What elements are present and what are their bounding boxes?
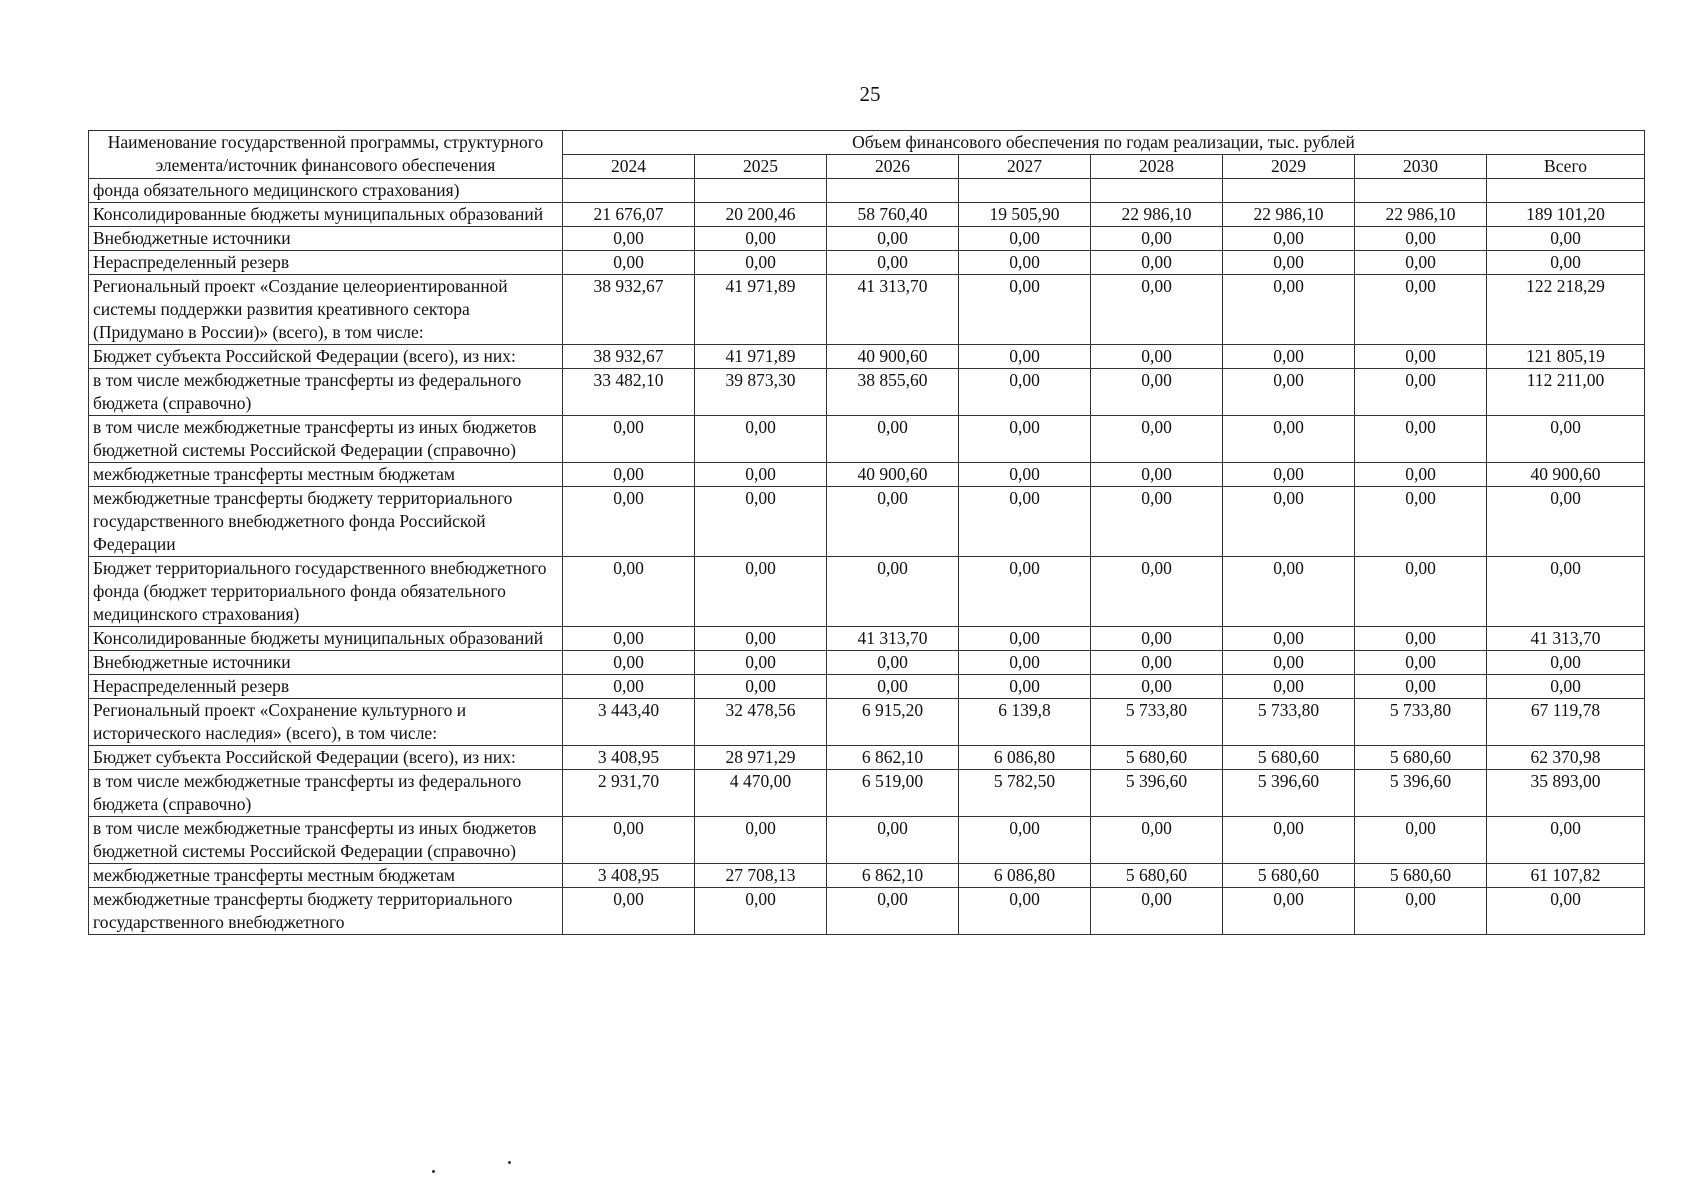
row-label: фонда обязательного медицинского страхования) bbox=[89, 179, 563, 203]
value-cell: 5 396,60 bbox=[1091, 770, 1223, 817]
page-number: 25 bbox=[859, 82, 881, 106]
value-cell: 5 680,60 bbox=[1091, 864, 1223, 888]
total-cell: 67 119,78 bbox=[1487, 699, 1645, 746]
table-row bbox=[89, 463, 1645, 487]
value-cell: 0,00 bbox=[1355, 675, 1487, 699]
value-cell: 40 900,60 bbox=[827, 345, 959, 369]
row-label: межбюджетные трансферты бюджету территориального государственного внебюджетного bbox=[89, 888, 563, 935]
value-cell: 0,00 bbox=[563, 227, 695, 251]
value-cell: 0,00 bbox=[563, 627, 695, 651]
value-cell: 0,00 bbox=[563, 416, 695, 463]
value-cell: 0,00 bbox=[1355, 557, 1487, 627]
table-body bbox=[89, 179, 1645, 935]
table-row bbox=[89, 203, 1645, 227]
row-label: в том числе межбюджетные трансферты из иных бюджетов бюджетной системы Российской Федерации (справочно) bbox=[89, 416, 563, 463]
value-cell bbox=[563, 179, 695, 203]
value-cell: 0,00 bbox=[1355, 888, 1487, 935]
value-cell: 0,00 bbox=[959, 675, 1091, 699]
value-cell: 0,00 bbox=[695, 463, 827, 487]
table-row bbox=[89, 345, 1645, 369]
year-header: 2030 bbox=[1355, 155, 1487, 179]
year-header: 2027 bbox=[959, 155, 1091, 179]
value-cell: 0,00 bbox=[827, 817, 959, 864]
value-cell: 0,00 bbox=[959, 275, 1091, 345]
table-row bbox=[89, 770, 1645, 817]
value-cell: 6 519,00 bbox=[827, 770, 959, 817]
row-label: Внебюджетные источники bbox=[89, 651, 563, 675]
row-label: Бюджет территориального государственного внебюджетного фонда (бюджет территориального фонда обязательного медицинского страхования) bbox=[89, 557, 563, 627]
value-cell: 0,00 bbox=[827, 416, 959, 463]
row-label: в том числе межбюджетные трансферты из федерального бюджета (справочно) bbox=[89, 369, 563, 416]
value-cell: 32 478,56 bbox=[695, 699, 827, 746]
value-cell: 0,00 bbox=[827, 487, 959, 557]
value-cell: 41 313,70 bbox=[827, 627, 959, 651]
value-cell: 0,00 bbox=[563, 817, 695, 864]
value-cell: 0,00 bbox=[1223, 227, 1355, 251]
row-label: Консолидированные бюджеты муниципальных образований bbox=[89, 203, 563, 227]
value-cell: 0,00 bbox=[1091, 651, 1223, 675]
value-cell: 41 313,70 bbox=[827, 275, 959, 345]
value-cell: 0,00 bbox=[959, 651, 1091, 675]
value-cell bbox=[1355, 179, 1487, 203]
value-cell: 41 971,89 bbox=[695, 275, 827, 345]
value-cell: 0,00 bbox=[1355, 817, 1487, 864]
row-label: Нераспределенный резерв bbox=[89, 675, 563, 699]
value-cell: 5 733,80 bbox=[1223, 699, 1355, 746]
total-cell: 0,00 bbox=[1487, 888, 1645, 935]
value-cell: 0,00 bbox=[1223, 675, 1355, 699]
row-label: межбюджетные трансферты бюджету территориального государственного внебюджетного фонда Российской Федерации bbox=[89, 487, 563, 557]
value-cell: 4 470,00 bbox=[695, 770, 827, 817]
value-cell: 0,00 bbox=[1091, 416, 1223, 463]
value-cell: 3 408,95 bbox=[563, 864, 695, 888]
value-cell: 0,00 bbox=[695, 651, 827, 675]
value-cell: 0,00 bbox=[563, 675, 695, 699]
total-cell: 0,00 bbox=[1487, 651, 1645, 675]
value-cell: 41 971,89 bbox=[695, 345, 827, 369]
value-cell: 0,00 bbox=[1223, 275, 1355, 345]
value-cell: 5 396,60 bbox=[1355, 770, 1487, 817]
value-cell bbox=[959, 179, 1091, 203]
total-cell: 61 107,82 bbox=[1487, 864, 1645, 888]
value-cell: 0,00 bbox=[1355, 369, 1487, 416]
total-cell: 189 101,20 bbox=[1487, 203, 1645, 227]
table-row bbox=[89, 179, 1645, 203]
value-cell: 6 139,8 bbox=[959, 699, 1091, 746]
value-cell bbox=[695, 179, 827, 203]
value-cell: 0,00 bbox=[1355, 463, 1487, 487]
value-cell: 27 708,13 bbox=[695, 864, 827, 888]
value-cell: 2 931,70 bbox=[563, 770, 695, 817]
value-cell: 0,00 bbox=[1355, 627, 1487, 651]
value-cell: 0,00 bbox=[827, 227, 959, 251]
row-label: Внебюджетные источники bbox=[89, 227, 563, 251]
value-cell: 0,00 bbox=[959, 345, 1091, 369]
value-cell: 0,00 bbox=[959, 227, 1091, 251]
table-row bbox=[89, 864, 1645, 888]
value-cell: 0,00 bbox=[563, 251, 695, 275]
value-cell: 0,00 bbox=[1223, 557, 1355, 627]
row-label: Нераспределенный резерв bbox=[89, 251, 563, 275]
value-cell: 0,00 bbox=[827, 251, 959, 275]
value-cell: 0,00 bbox=[1091, 888, 1223, 935]
value-cell: 0,00 bbox=[1223, 651, 1355, 675]
value-cell: 22 986,10 bbox=[1223, 203, 1355, 227]
value-cell: 20 200,46 bbox=[695, 203, 827, 227]
value-cell: 6 915,20 bbox=[827, 699, 959, 746]
value-cell: 0,00 bbox=[1355, 227, 1487, 251]
value-cell: 0,00 bbox=[1223, 487, 1355, 557]
value-cell: 22 986,10 bbox=[1091, 203, 1223, 227]
row-label: межбюджетные трансферты местным бюджетам bbox=[89, 864, 563, 888]
total-cell: 0,00 bbox=[1487, 675, 1645, 699]
value-cell: 0,00 bbox=[959, 487, 1091, 557]
total-cell: 0,00 bbox=[1487, 416, 1645, 463]
value-cell: 0,00 bbox=[695, 817, 827, 864]
year-header: 2029 bbox=[1223, 155, 1355, 179]
value-cell: 0,00 bbox=[1355, 487, 1487, 557]
value-cell: 0,00 bbox=[1223, 369, 1355, 416]
table-row bbox=[89, 817, 1645, 864]
value-cell: 22 986,10 bbox=[1355, 203, 1487, 227]
value-cell: 58 760,40 bbox=[827, 203, 959, 227]
value-cell: 0,00 bbox=[1355, 275, 1487, 345]
value-cell: 3 443,40 bbox=[563, 699, 695, 746]
total-cell: 0,00 bbox=[1487, 487, 1645, 557]
value-cell: 0,00 bbox=[695, 888, 827, 935]
total-cell: 40 900,60 bbox=[1487, 463, 1645, 487]
value-cell: 0,00 bbox=[1091, 627, 1223, 651]
value-cell: 0,00 bbox=[695, 416, 827, 463]
table-row bbox=[89, 251, 1645, 275]
value-cell: 5 680,60 bbox=[1223, 746, 1355, 770]
value-cell: 38 932,67 bbox=[563, 275, 695, 345]
value-cell: 0,00 bbox=[695, 227, 827, 251]
value-cell: 38 855,60 bbox=[827, 369, 959, 416]
value-cell: 0,00 bbox=[563, 888, 695, 935]
year-header: 2028 bbox=[1091, 155, 1223, 179]
table-row bbox=[89, 369, 1645, 416]
year-header: 2024 bbox=[563, 155, 695, 179]
total-cell: 112 211,00 bbox=[1487, 369, 1645, 416]
value-cell: 5 680,60 bbox=[1223, 864, 1355, 888]
total-header: Всего bbox=[1487, 155, 1645, 179]
financing-table bbox=[88, 130, 1645, 935]
total-cell: 0,00 bbox=[1487, 251, 1645, 275]
total-cell: 0,00 bbox=[1487, 227, 1645, 251]
value-cell bbox=[1091, 179, 1223, 203]
row-label: в том числе межбюджетные трансферты из иных бюджетов бюджетной системы Российской Федерации (справочно) bbox=[89, 817, 563, 864]
value-cell: 0,00 bbox=[1355, 345, 1487, 369]
value-cell bbox=[1223, 179, 1355, 203]
total-cell: 62 370,98 bbox=[1487, 746, 1645, 770]
total-cell: 122 218,29 bbox=[1487, 275, 1645, 345]
table-row bbox=[89, 275, 1645, 345]
table-row bbox=[89, 557, 1645, 627]
value-cell: 19 505,90 bbox=[959, 203, 1091, 227]
value-cell: 0,00 bbox=[959, 463, 1091, 487]
value-cell: 6 862,10 bbox=[827, 746, 959, 770]
total-cell bbox=[1487, 179, 1645, 203]
table-row bbox=[89, 888, 1645, 935]
table-row bbox=[89, 627, 1645, 651]
value-cell: 5 680,60 bbox=[1355, 746, 1487, 770]
row-label: межбюджетные трансферты местным бюджетам bbox=[89, 463, 563, 487]
table-row bbox=[89, 651, 1645, 675]
row-label: Региональный проект «Создание целеориентированной системы поддержки развития креативного сектора (Придумано в России)» (всего), в том числе: bbox=[89, 275, 563, 345]
value-cell: 0,00 bbox=[563, 463, 695, 487]
table-row bbox=[89, 416, 1645, 463]
value-cell: 0,00 bbox=[959, 369, 1091, 416]
value-cell: 0,00 bbox=[1223, 627, 1355, 651]
value-cell: 0,00 bbox=[827, 557, 959, 627]
value-cell: 0,00 bbox=[1091, 345, 1223, 369]
total-cell: 0,00 bbox=[1487, 817, 1645, 864]
value-cell: 38 932,67 bbox=[563, 345, 695, 369]
value-cell: 3 408,95 bbox=[563, 746, 695, 770]
value-cell: 5 733,80 bbox=[1355, 699, 1487, 746]
value-cell: 0,00 bbox=[959, 817, 1091, 864]
stray-mark bbox=[508, 1161, 511, 1164]
value-cell: 0,00 bbox=[1091, 251, 1223, 275]
row-label: в том числе межбюджетные трансферты из федерального бюджета (справочно) bbox=[89, 770, 563, 817]
value-cell: 6 862,10 bbox=[827, 864, 959, 888]
table-row bbox=[89, 487, 1645, 557]
value-cell: 0,00 bbox=[959, 416, 1091, 463]
value-cell: 0,00 bbox=[695, 557, 827, 627]
value-cell: 0,00 bbox=[695, 627, 827, 651]
table-row bbox=[89, 227, 1645, 251]
row-label: Бюджет субъекта Российской Федерации (всего), из них: bbox=[89, 746, 563, 770]
value-cell: 0,00 bbox=[1223, 251, 1355, 275]
value-cell: 0,00 bbox=[563, 487, 695, 557]
value-cell: 0,00 bbox=[563, 557, 695, 627]
value-cell: 5 396,60 bbox=[1223, 770, 1355, 817]
value-cell: 0,00 bbox=[827, 675, 959, 699]
value-cell: 0,00 bbox=[695, 251, 827, 275]
financing-group-header: Объем финансового обеспечения по годам реализации, тыс. рублей bbox=[563, 131, 1645, 155]
value-cell bbox=[827, 179, 959, 203]
row-label: Консолидированные бюджеты муниципальных образований bbox=[89, 627, 563, 651]
value-cell: 28 971,29 bbox=[695, 746, 827, 770]
value-cell: 0,00 bbox=[1091, 817, 1223, 864]
value-cell: 0,00 bbox=[827, 888, 959, 935]
total-cell: 0,00 bbox=[1487, 557, 1645, 627]
value-cell: 0,00 bbox=[1223, 817, 1355, 864]
value-cell: 0,00 bbox=[563, 651, 695, 675]
value-cell: 0,00 bbox=[1355, 651, 1487, 675]
value-cell: 5 782,50 bbox=[959, 770, 1091, 817]
row-label: Бюджет субъекта Российской Федерации (всего), из них: bbox=[89, 345, 563, 369]
year-header: 2026 bbox=[827, 155, 959, 179]
value-cell: 0,00 bbox=[1355, 251, 1487, 275]
value-cell: 0,00 bbox=[1091, 557, 1223, 627]
value-cell: 0,00 bbox=[1223, 345, 1355, 369]
value-cell: 40 900,60 bbox=[827, 463, 959, 487]
value-cell: 21 676,07 bbox=[563, 203, 695, 227]
value-cell: 0,00 bbox=[1091, 487, 1223, 557]
value-cell: 0,00 bbox=[959, 557, 1091, 627]
table-row bbox=[89, 746, 1645, 770]
value-cell: 0,00 bbox=[827, 651, 959, 675]
value-cell: 0,00 bbox=[1091, 675, 1223, 699]
total-cell: 41 313,70 bbox=[1487, 627, 1645, 651]
stray-mark bbox=[432, 1170, 435, 1173]
value-cell: 0,00 bbox=[1091, 275, 1223, 345]
value-cell: 0,00 bbox=[695, 487, 827, 557]
value-cell: 0,00 bbox=[1223, 416, 1355, 463]
table-row bbox=[89, 699, 1645, 746]
value-cell: 0,00 bbox=[1091, 463, 1223, 487]
value-cell: 0,00 bbox=[1223, 463, 1355, 487]
value-cell: 0,00 bbox=[959, 888, 1091, 935]
value-cell: 5 733,80 bbox=[1091, 699, 1223, 746]
value-cell: 5 680,60 bbox=[1091, 746, 1223, 770]
row-label: Региональный проект «Сохранение культурного и исторического наследия» (всего), в том числе: bbox=[89, 699, 563, 746]
value-cell: 39 873,30 bbox=[695, 369, 827, 416]
name-column-header: Наименование государственной программы, структурного элемента/источник финансового обеспечения bbox=[89, 131, 563, 179]
value-cell: 0,00 bbox=[1091, 227, 1223, 251]
value-cell: 0,00 bbox=[959, 627, 1091, 651]
year-header: 2025 bbox=[695, 155, 827, 179]
table-row bbox=[89, 675, 1645, 699]
total-cell: 121 805,19 bbox=[1487, 345, 1645, 369]
value-cell: 0,00 bbox=[1355, 416, 1487, 463]
total-cell: 35 893,00 bbox=[1487, 770, 1645, 817]
value-cell: 6 086,80 bbox=[959, 746, 1091, 770]
value-cell: 5 680,60 bbox=[1355, 864, 1487, 888]
value-cell: 33 482,10 bbox=[563, 369, 695, 416]
value-cell: 6 086,80 bbox=[959, 864, 1091, 888]
value-cell: 0,00 bbox=[959, 251, 1091, 275]
value-cell: 0,00 bbox=[1223, 888, 1355, 935]
value-cell: 0,00 bbox=[1091, 369, 1223, 416]
value-cell: 0,00 bbox=[695, 675, 827, 699]
